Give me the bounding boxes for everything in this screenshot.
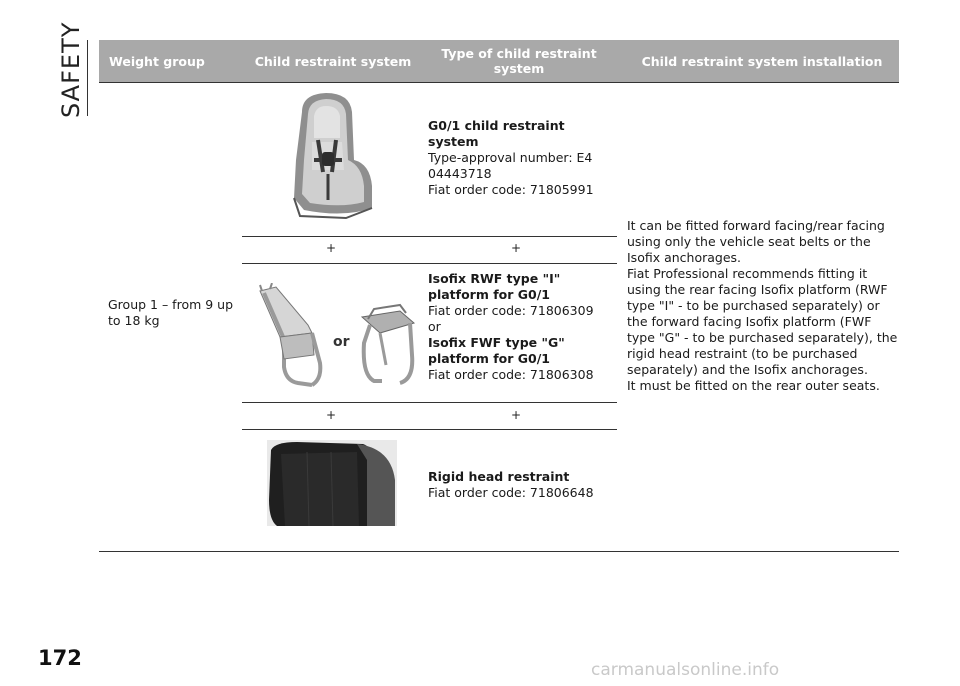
header-child-restraint-system: Child restraint system: [254, 53, 412, 69]
plus-sign: +: [326, 408, 337, 422]
page-number: 172: [38, 646, 82, 670]
item-title: Isofix RWF type "I" platform for G0/1: [428, 271, 561, 302]
or-text: or: [428, 319, 441, 334]
section-divider: [87, 40, 88, 116]
row-divider: [242, 263, 617, 264]
watermark: carmanualsonline.info: [591, 660, 780, 680]
header-installation: Child restraint system installation: [641, 53, 883, 69]
item-title: G0/1 child restraint system: [428, 118, 565, 149]
item-isofix-platforms: [428, 271, 618, 383]
plus-sign: +: [511, 408, 522, 422]
header-type-of-restraint: Type of child restraint system: [441, 46, 597, 76]
installation-paragraph: Fiat Professional recommends fitting it using the rear facing Isofix platform (RWF type "I" - to be purchased separately) or the forward facing Isofix platform (FWF type "G" - to be purchased separately), the rigid head restraint (to be purchased separately) and the Isofix anchorages.: [627, 266, 898, 377]
section-label: SAFETY: [57, 21, 85, 118]
item-title: Rigid head restraint: [428, 469, 570, 484]
header-weight-group: Weight group: [109, 53, 205, 69]
item-head-restraint: [428, 469, 618, 501]
child-seat-image: [284, 90, 384, 220]
weight-group-cell: Group 1 – from 9 up to 18 kg: [108, 297, 234, 328]
row-divider: [242, 429, 617, 430]
installation-paragraph: It must be fitted on the rear outer seats.: [627, 378, 880, 393]
plus-sign: +: [326, 241, 337, 255]
fiat-order-code: Fiat order code: 71806648: [428, 485, 594, 500]
fiat-order-code: Fiat order code: 71805991: [428, 182, 594, 197]
installation-cell: [627, 218, 902, 394]
type-approval-number: Type-approval number: E4 04443718: [428, 150, 593, 181]
fiat-order-code: Fiat order code: 71806308: [428, 367, 594, 382]
item-title: Isofix FWF type "G" platform for G0/1: [428, 335, 565, 366]
table-header: [99, 40, 899, 82]
table-bottom-rule: [99, 551, 899, 552]
head-restraint-image: [267, 440, 397, 526]
header-divider: [99, 82, 899, 83]
fiat-order-code: Fiat order code: 71806309: [428, 303, 594, 318]
or-label: or: [333, 334, 350, 350]
row-divider: [242, 236, 617, 237]
installation-paragraph: It can be fitted forward facing/rear facing using only the vehicle seat belts or the Isofix anchorages.: [627, 218, 885, 265]
plus-sign: +: [511, 241, 522, 255]
item-g01-seat: [428, 118, 618, 198]
row-divider: [242, 402, 617, 403]
